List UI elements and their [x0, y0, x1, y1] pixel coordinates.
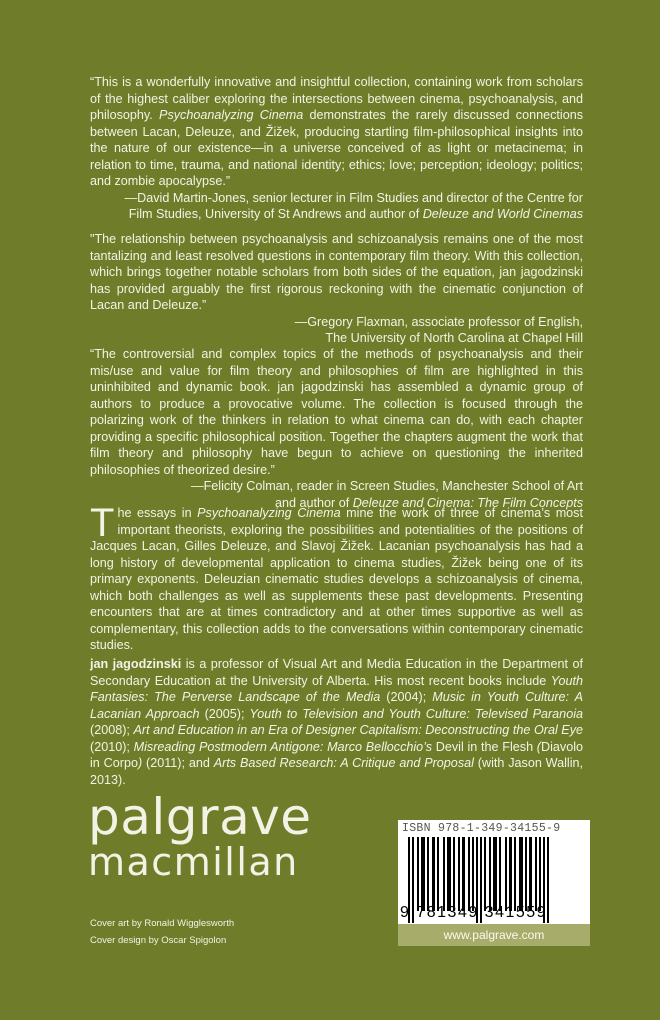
endorsement-attribution: —Gregory Flaxman, associate professor of English, — [294, 314, 583, 329]
isbn-label: ISBN 978-1-349-34155-9 — [402, 822, 561, 835]
bio-text: (2010); — [90, 739, 134, 754]
description-text: mine the work of three of cinema’s most important theorists, exploring the possibilities and potentialities of the positions of Jacques Lacan, Gilles Deleuze, and Slavoj Žižek. Lacanian psychoanalysis has had a long history of developmental application to cinema studies, Žižek being one of its primary exponents. Deleuzian cinematic studies develops a schizoanalysis of cinema, which both challenges as well as supplements these past developments. Presenting encounters that are at times contradictory and at other times supportive as well as complementary, this collection adds to the conversations within contemporary cinematic studies. — [90, 506, 583, 652]
publisher-logo — [88, 788, 312, 884]
endorsement-1 — [90, 74, 583, 223]
drop-cap: T — [90, 501, 115, 545]
book-title: Deleuze and World Cinemas — [422, 207, 583, 221]
endorsement-3 — [90, 346, 583, 511]
book-title: Music in Youth Culture: A Lacanian Approach — [90, 690, 584, 721]
quote-text: demonstrates the rarely discussed connections between Lacan, Deleuze, and Žižek, producing startling film-philosophical insights into the nature of our existence—in a universe conceived of as light or metacinema; in relation to time, trauma, and national identity; ethics; love; perception; ideology; politics; and zombie apocalypse.” — [90, 108, 584, 188]
attribution-text: and author of — [274, 495, 353, 510]
book-title: Youth Fantasies: The Perverse Landscape of the Media — [90, 673, 583, 704]
author-bio — [90, 656, 583, 788]
bio-text: (with Jason Wallin, 2013). — [90, 756, 583, 787]
logo-palgrave: palgrave — [88, 788, 312, 846]
book-title: Psychoanalyzing Cinema — [197, 506, 341, 520]
cover-design-credit: Cover design by Oscar Spigolon — [90, 935, 227, 946]
endorsement-quote: "The relationship between psychoanalysis and schizoanalysis remains one of the most tantalizing and least resolved questions in contemporary film theory. With this collection, which brings together notable scholars from both sides of the equation, jan jagodzinski has provided arguably the first rigorous reckoning with the cinematic conjunction of Lacan and Deleuze.” — [90, 232, 583, 312]
bio-text: ( — [536, 739, 541, 754]
cover-art-credit: Cover art by Ronald Wigglesworth — [90, 918, 235, 929]
logo-macmillan: macmillan — [88, 840, 299, 884]
book-title: Psychoanalyzing Cinema — [159, 108, 304, 122]
quote-text: “This is a wonderfully innovative and insightful collection, containing work from scholars of the highest caliber exploring the intersections between cinema, psychoanalysis, and philosophy. — [90, 75, 583, 122]
author-name: jan jagodzinski — [90, 657, 182, 671]
book-title: Misreading Postmodern Antigone: Marco Bellocchio’s — [133, 739, 433, 754]
bio-text: Diavolo in Corpo — [90, 739, 583, 770]
endorsement-quote: “The controversial and complex topics of the methods of psychoanalysis and their mis/use and value for film theory and philosophies of film are highlighted in this uninhibited and dynamic book. jan jagodzinski has assembled a dynamic group of authors to produce a provocative volume. The collection is focused through the polarizing work of the thinkers in relation to what cinema can do, with each chapter providing a specific philosophical position. Together the chapters augment the work that film theory and philosophy have begun to achieve on questioning the inherited philosophies of theorized desire.” — [90, 347, 583, 477]
description-text: he essays in — [117, 506, 198, 520]
book-title: Deleuze and Cinema: The Film Concepts — [352, 495, 583, 510]
endorsement-attribution: —David Martin-Jones, senior lecturer in Film Studies and director of the Centre for — [124, 190, 583, 205]
endorsement-2 — [90, 231, 583, 347]
ean-digits: 9 781349 341559 — [400, 904, 548, 921]
bio-text: (2008); — [90, 723, 134, 737]
bio-text: (2011); and — [142, 756, 214, 770]
bio-text: is a professor of Visual Art and Media Education in the Department of Secondary Education at the University of Alberta. His most recent books include — [90, 657, 583, 688]
attribution-text: Film Studies, University of St Andrews and author of — [128, 207, 423, 221]
bio-text: (2004); — [380, 690, 433, 704]
bio-text: ) — [137, 756, 143, 770]
publisher-url: www.palgrave.com — [398, 924, 590, 946]
book-title: Arts Based Research: A Critique and Proposal — [213, 756, 474, 770]
endorsement-attribution: The University of North Carolina at Chapel Hill — [325, 331, 583, 345]
bio-text: (2005); — [199, 706, 250, 721]
isbn-barcode — [398, 820, 590, 946]
endorsement-attribution: —Felicity Colman, reader in Screen Studies, Manchester School of Art — [191, 479, 583, 493]
endorsement-quote — [90, 74, 583, 190]
book-title: Youth to Television and Youth Culture: Televised Paranoia — [249, 706, 583, 721]
cover-credits — [90, 915, 234, 949]
endorsement-attribution — [90, 206, 583, 223]
book-title: Art and Education in an Era of Designer Capitalism: Deconstructing the Oral Eye — [133, 723, 584, 737]
bio-text: Devil in the Flesh — [432, 739, 537, 754]
